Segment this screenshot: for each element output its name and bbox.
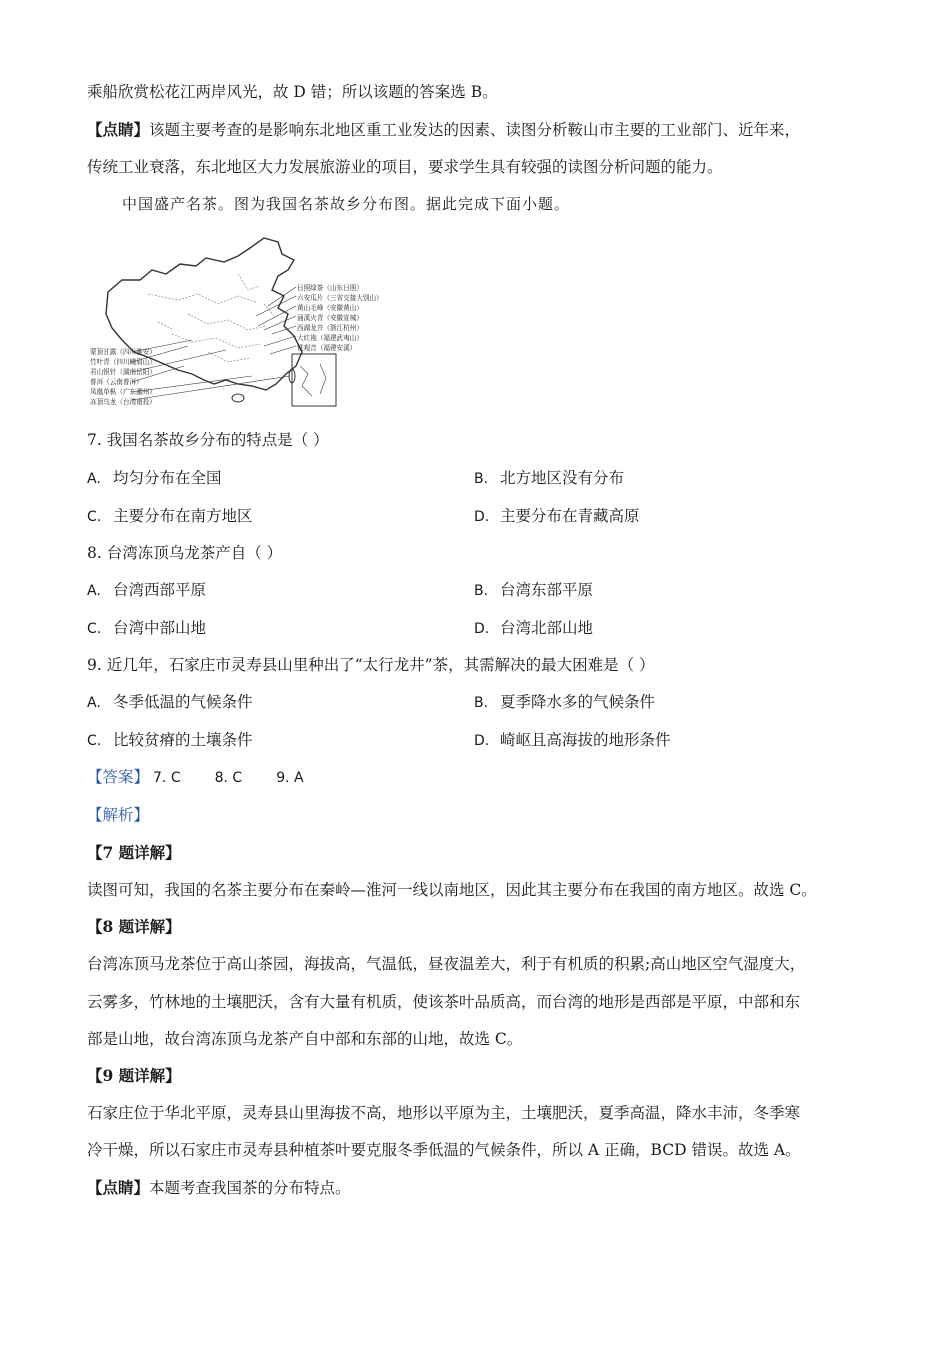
map-label: 大红袍（福建武夷山） — [297, 334, 363, 342]
tea-map-figure — [88, 234, 418, 412]
inset-coast — [300, 364, 326, 396]
map-label: 竹叶青（四川峨眉山） — [90, 358, 156, 366]
option-c: C. 台湾中部山地 — [87, 619, 207, 637]
tip-tag: 【点睛】 — [87, 1178, 150, 1197]
text-line: 乘船欣赏松花江两岸风光，故 D 错；所以该题的答案选 B。 — [87, 83, 498, 101]
q8-detail-text: 台湾冻顶马龙茶位于高山茶园，海拔高，气温低，昼夜温差大，利于有机质的积累;高山地区空气湿度大， — [87, 955, 806, 973]
map-label: 铁观音（福建安溪） — [297, 344, 357, 352]
text-line: 传统工业衰落，东北地区大力发展旅游业的项目，要求学生具有较强的读图分析问题的能力。 — [87, 158, 723, 176]
option-d: D. 台湾北部山地 — [474, 619, 594, 637]
option-a: A. 台湾西部平原 — [87, 581, 207, 599]
south-sea-inset — [292, 354, 336, 406]
map-label: 普洱（云南普洱） — [90, 378, 143, 386]
map-label: 冻顶乌龙（台湾南投） — [90, 398, 156, 406]
answer-7: 7. C — [153, 770, 181, 786]
q9-detail-tag: 【9 题详解】 — [87, 1066, 181, 1085]
map-label: 黄山毛峰（安徽黄山） — [297, 304, 363, 312]
china-tea-map — [88, 234, 418, 412]
option-b: B. 台湾东部平原 — [474, 581, 594, 599]
right-leaders — [256, 287, 296, 354]
map-label: 蒙顶甘露（四川雅安） — [90, 348, 156, 356]
q8-detail-text: 部是山地，故台湾冻顶乌龙茶产自中部和东部的山地，故选 C。 — [87, 1030, 523, 1048]
question-stem: 7. 我国名茶故乡分布的特点是（ ） — [87, 431, 329, 449]
tip-text: 该题主要考查的是影响东北地区重工业发达的因素、读图分析鞍山市主要的工业部门、近年来， — [149, 121, 801, 139]
answer-8: 8. C — [214, 770, 243, 786]
province-lines — [148, 274, 274, 362]
q8-detail-tag: 【8 题详解】 — [87, 917, 181, 936]
q9-detail-text: 冷干燥，所以石家庄市灵寿县种植茶叶要克服冬季低温的气候条件，所以 A 正确，BCD 错误。故选 A。 — [87, 1141, 801, 1159]
tip-text: 本题考查我国茶的分布特点。 — [149, 1179, 351, 1197]
map-label: 西湖龙井（浙江杭州） — [297, 324, 363, 332]
map-label: 六安瓜片（三省交接大别山） — [297, 294, 383, 302]
answer-line — [87, 767, 877, 788]
intro-text: 中国盛产名茶。图为我国名茶故乡分布图。据此完成下面小题。 — [122, 195, 571, 213]
map-label: 凤凰单枞（广东潮州） — [90, 388, 156, 396]
q9-detail-text: 石家庄位于华北平原，灵寿县山里海拔不高，地形以平原为主，土壤肥沃，夏季高温，降水丰沛，冬季寒 — [87, 1104, 801, 1122]
text-line — [87, 120, 877, 140]
map-label: 君山银针（湖南岳阳） — [90, 368, 156, 376]
question-stem: 9. 近几年，石家庄市灵寿县山里种出了“太行龙井”茶，其需解决的最大困难是（ ） — [87, 656, 655, 674]
option-a: A. 冬季低温的气候条件 — [87, 693, 253, 711]
hainan-island — [232, 394, 244, 402]
question-stem: 8. 台湾冻顶乌龙茶产自（ ） — [87, 544, 283, 562]
tip-line — [87, 1178, 877, 1198]
q7-detail-tag: 【7 题详解】 — [87, 843, 181, 862]
option-b: B. 夏季降水多的气候条件 — [474, 693, 656, 711]
answer-9: 9. A — [276, 770, 304, 786]
option-c: C. 比较贫瘠的土壤条件 — [87, 731, 253, 749]
option-c: C. 主要分布在南方地区 — [87, 507, 253, 525]
q8-detail-text: 云雾多，竹林地的土壤肥沃，含有大量有机质，使该茶叶品质高，而台湾的地形是西部是平原，中部和东 — [87, 993, 801, 1011]
option-b: B. 北方地区没有分布 — [474, 469, 625, 487]
analysis-tag: 【解析】 — [87, 806, 150, 824]
map-label: 涌溪火青（安徽宣城） — [297, 314, 363, 322]
option-d: D. 崎岖且高海拔的地形条件 — [474, 731, 671, 749]
tip-tag: 【点睛】 — [87, 120, 150, 139]
map-label: 日照绿茶（山东日照） — [297, 284, 363, 292]
answer-tag: 【答案】 — [87, 768, 150, 786]
option-a: A. 均匀分布在全国 — [87, 469, 222, 487]
option-d: D. 主要分布在青藏高原 — [474, 507, 640, 525]
q7-detail-text: 读图可知，我国的名茶主要分布在秦岭—淮河一线以南地区，因此其主要分布在我国的南方地区。故选 C。 — [87, 881, 817, 899]
